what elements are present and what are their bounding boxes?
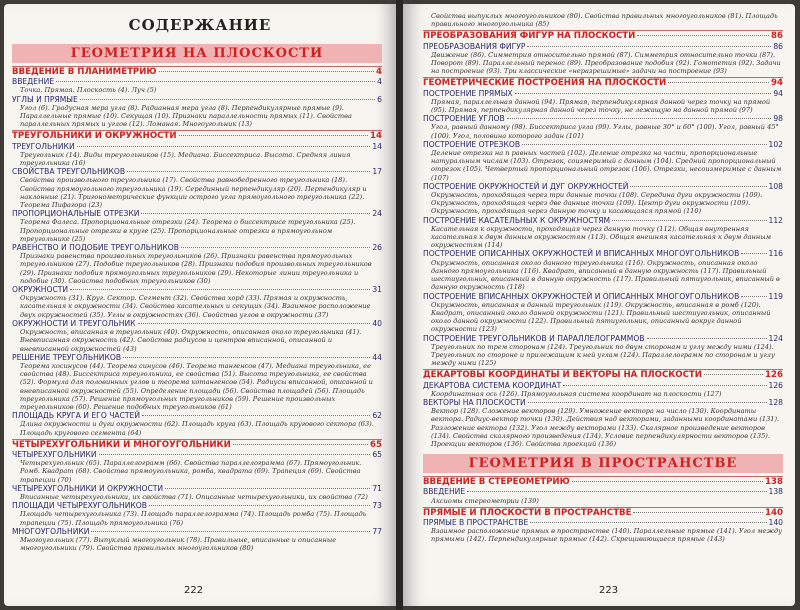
toc-entry-title: МНОГОУГОЛЬНИКИ [12,526,90,536]
toc-page-number: 44 [372,352,382,362]
right-page [403,4,795,606]
toc-page-number: 140 [768,517,783,527]
dot-leader [572,481,763,482]
toc-entry-title: УГЛЫ И ПРЯМЫЕ [12,94,78,104]
toc-chapter [423,369,783,380]
toc-entry-title: ВЕКТОРЫ НА ПЛОСКОСТИ [423,397,526,407]
toc-section [423,518,783,527]
dot-leader [99,454,371,455]
page-number-left: 222 [184,585,204,596]
toc-description: Треугольник по трем сторонам (124). Треугольник по двум сторонам и углу между ними (124). Треугольник по стороне и прилежащим к ней углам (124). Параллелограмм по сторонам и углу между ними (125) [431,342,775,368]
toc-page-number: 62 [372,411,382,421]
toc-page-number: 4 [376,67,382,77]
toc-page-number: 94 [771,78,783,89]
dot-leader [165,488,370,489]
toc-chapter [423,77,783,88]
toc-description: Окружность, вписанная в треугольник (40). Окружность, описанная около треугольника (41). Вневписанная окружность (42). Свойства радиусов и центров вписанной, описанной и вневписанной окружностей (43) [20,328,362,353]
toc-page-number: 98 [773,114,783,124]
toc-description: Длина окружности и дуги окружности (62). Площадь круга (63). Площадь кругового сектора (63). Площадь кругового сегмента (64) [20,420,374,437]
dot-leader [80,99,375,100]
dot-leader [515,93,772,94]
toc-description: Вектор (128). Сложение векторов (129). Умножение вектора на число (130). Координаты вектора. Радиус-вектор точки (130). Действия над векторами, заданными координатами (131). Разложение вектора (132). Угол между векторами (133). Скалярное произведение векторов (134). Свойства скалярного произведения (134). Условие перпендикулярности векторов (135). Проекции векторов (136). Свойства проекций (136) [431,407,780,448]
toc-entry-title: ДЕКАРТОВА СИСТЕМА КООРДИНАТ [423,380,562,390]
toc-page-number: 94 [773,88,783,98]
toc-entry-title: ПРЯМЫЕ В ПРОСТРАНСТВЕ [423,517,529,527]
dot-leader [647,338,767,339]
dot-leader [127,171,370,172]
toc-page-number: 86 [771,31,783,42]
toc-page-number: 24 [372,209,382,219]
toc-entry-title: ПОСТРОЕНИЕ КАСАТЕЛЬНЫХ К ОКРУЖНОСТЯМ [423,215,611,225]
toc-chapter [423,476,783,487]
toc-entry-title: ПОСТРОЕНИЕ ТРЕУГОЛЬНИКОВ И ПАРАЛЛЕЛОГРАММОВ [423,333,645,343]
toc-page-number: 126 [765,370,783,381]
toc-page-number: 65 [370,439,382,450]
toc-section [423,42,783,51]
toc-description: Четырехугольник (65). Параллелограмм (66). Свойства параллелограмма (67). Прямоугольник. Ромб. Квадрат (68). Свойства прямоугольника, ромба, квадрата (69). Трапеция (69). Свойства трапеции (70) [20,459,362,484]
toc-description: Деление отрезка на n равных частей (102). Деление отрезка на части, пропорциональные натуральным числам (103). Отрезок, соизмеримый с данным (104). Средний пропорциональный отрезок (105). Четвертый пропорциональный отрезок (106). Отрезки, несоизмеримые с данным (107) [431,149,782,182]
toc-page-number: 119 [768,291,783,301]
toc-description: Треугольник (14). Виды треугольников (15). Медиана. Биссектриса. Высота. Средняя линия треугольника (16) [20,150,351,168]
toc-description: Координатная ось (126). Прямоугольная система координат на плоскости (127) [431,389,722,398]
part-heading-space: ГЕОМЕТРИЯ В ПРОСТРАНСТВЕ [423,454,783,473]
toc-section [12,142,382,151]
toc-section [423,292,783,301]
toc-page-number: 40 [372,318,382,328]
toc-entry-title: ЧЕТЫРЕХУГОЛЬНИКИ И ОКРУЖНОСТИ [12,483,164,493]
toc-page-number: 102 [768,139,783,149]
toc-section [12,353,382,362]
toc-page-number: 73 [372,501,382,511]
dot-leader [91,531,370,532]
toc-section [423,89,783,98]
toc-entry-title: ВВЕДЕНИЕ В СТЕРЕОМЕТРИЮ [423,477,570,488]
toc-section [12,527,382,536]
page-number-right: 223 [599,585,619,596]
toc-section [423,216,783,225]
toc-entry-title: ПРОПОРЦИОНАЛЬНЫЕ ОТРЕЗКИ [12,209,140,219]
dot-leader [181,247,370,248]
toc-entry-title: ТРЕУГОЛЬНИКИ [12,141,75,151]
toc-section [12,411,382,420]
toc-page-number: 4 [377,77,382,87]
toc-description: Касательная к окружности, проходящая через данную точку (112). Общая внутренняя касательная к двум данным окружностям (113). Общая внешняя касательная к двум данным окружностям (114) [431,224,772,250]
toc-entry-title: ЧЕТЫРЕХУГОЛЬНИКИ [12,449,97,459]
part-heading-plane: ГЕОМЕТРИЯ НА ПЛОСКОСТИ [12,44,382,63]
toc-entry-title: ПОСТРОЕНИЕ ОКРУЖНОСТЕЙ И ДУГ ОКРУЖНОСТЕЙ [423,181,629,191]
toc-description: Окружность, проходящая через три данные точки (108). Середина дуги окружности (109). Окружность, проходящая через две данные точки (109). Центр дуги окружности (109). Окружность, проходящая через данную точку и касающаяся прямой (110) [431,191,763,216]
toc-entry-title: ПОСТРОЕНИЕ ВПИСАННЫХ ОКРУЖНОСТЕЙ И ОПИСАННЫХ МНОГОУГОЛЬНИКОВ [423,291,740,301]
toc-chapter [12,130,382,141]
toc-page-number: 71 [372,483,382,493]
toc-description: Движение (86). Симметрия относительно прямой (87). Симметрия относительно точки (87). Поворот (89). Параллельный перенос (89). Преобразование подобия (92). Гомотетия (92). Задачи на построение (93). Три классические «неразрешимые» задачи на построение (93) [431,50,781,76]
toc-description: Площадь четырехугольника (73). Площадь параллелограмма (74). Площадь ромба (75). Площадь трапеции (75). Площадь прямоугольника (76) [20,510,367,527]
dot-leader [70,289,370,290]
right-toc-column [423,12,783,544]
toc-page-number: 14 [370,131,382,142]
dot-leader [612,220,766,221]
toc-section [12,77,382,86]
toc-description: Прямая, параллельная данной (94). Прямая, перпендикулярная данной через точку на прямой (95). Прямая, перпендикулярная данной через точку, не лежащую на данной прямой (97) [431,97,771,115]
toc-entry-title: ВВЕДЕНИЕ [12,77,55,87]
toc-section [423,140,783,149]
dot-leader [138,323,371,324]
toc-chapter [423,507,783,518]
toc-section [423,114,783,123]
toc-section [12,484,382,493]
dot-leader [56,81,375,82]
toc-page-number: 112 [768,215,783,225]
toc-entry-title: ОКРУЖНОСТИ И ТРЕУГОЛЬНИК [12,318,136,328]
toc-section [12,243,382,252]
toc-section [423,381,783,390]
toc-section [12,319,382,328]
toc-page-number: 17 [372,167,382,177]
dot-leader [530,522,766,523]
dot-leader [149,505,370,506]
toc-chapter [423,30,783,41]
toc-entry-title: ВВЕДЕНИЕ [423,487,466,497]
toc-page-number: 126 [768,380,783,390]
toc-description: Окружность (31). Круг. Сектор. Сегмент (32). Свойства хорд (33). Прямая и окружность, касательная к окружности (34). Свойства касательных и секущих (34). Взаимное расположение двух окружностей (35). Углы в окружностях (36). Свойства углов в окружности (37) [20,294,371,319]
toc-entry-title: ГЕОМЕТРИЧЕСКИЕ ПОСТРОЕНИЯ НА ПЛОСКОСТИ [423,78,667,89]
toc-description: Теорема косинусов (44). Теорема синусов (46). Теорема тангенсов (47). Медиана треугольника, ее свойства (48). Биссектриса треугольника, ее свойства (51). Высота треугольника, ее свойства (52). Формула для половинных углов и теорема котангенсов (54). Радиусы вписанной, описанной и вневписанной окружностей (55). Определение площади (56). Свойства площадей (56). Площадь треугольника (57). Решение прямоугольных треугольников (59). Решение произвольных треугольников (60). Решение подобных треугольников (61) [20,361,373,411]
dot-leader [507,118,772,119]
toc-description: Окружность, описанная около данного треугольника (116). Окружность, описанная около данного прямоугольника (116). Квадрат, вписанный в данную окружность (117). Правильный шестиугольник, вписанный в данную окружность (117). Правильный пятиугольник, вписанный в данную окружность (118) [431,258,780,292]
toc-entry-title: ПРЯМЫЕ И ПЛОСКОСТИ В ПРОСТРАНСТВЕ [423,507,632,518]
book-spine [396,0,403,610]
toc-description: Взаимное расположение прямых в пространстве (140). Параллельные прямые (141). Угол между прямыми (142). Перпендикулярные прямые (142). Скрещивающиеся прямые (143) [431,527,783,544]
toc-entry-title: ДЕКАРТОВЫ КООРДИНАТЫ И ВЕКТОРЫ НА ПЛОСКОСТИ [423,370,702,381]
dot-leader [741,296,766,297]
dot-leader [630,186,766,187]
dot-leader [233,444,368,445]
toc-entry-title: ПЛОЩАДЬ КРУГА И ЕГО ЧАСТЕЙ [12,411,141,421]
dot-leader [159,71,375,72]
dot-leader [141,213,370,214]
toc-entry-title: ПРЕОБРАЗОВАНИЯ ФИГУР [423,41,526,51]
toc-section [423,249,783,258]
toc-description: Окружность, вписанная в данный треугольник (119). Окружность, вписанная в ромб (120). Квадрат, описанный около данной окружности (121). Правильный шестиугольник, описанный около данной окружности (122). Правильный пятиугольник, описанный вокруг данной окружности (123) [431,300,771,334]
toc-entry-title: ПОСТРОЕНИЕ ОПИСАННЫХ ОКРУЖНОСТЕЙ И ВПИСАННЫХ МНОГОУГОЛЬНИКОВ [423,249,740,259]
toc-page-number: 138 [765,477,783,488]
dot-leader [527,46,771,47]
dot-leader [528,402,767,403]
toc-entry-title: ВВЕДЕНИЕ В ПЛАНИМЕТРИЮ [12,67,157,77]
toc-entry-title: ПОСТРОЕНИЕ ПРЯМЫХ [423,88,513,98]
dot-leader [142,415,370,416]
toc-entry-title: ТРЕУГОЛЬНИКИ И ОКРУЖНОСТИ [12,131,177,142]
toc-section [423,334,783,343]
left-toc-column [12,42,382,552]
dot-leader [668,82,769,83]
dot-leader [563,385,766,386]
toc-page-number: 128 [768,397,783,407]
toc-page-number: 31 [372,285,382,295]
toc-entry-title: СВОЙСТВА ТРЕУГОЛЬНИКОВ [12,167,126,177]
toc-page-number: 77 [372,526,382,536]
toc-section [12,285,382,294]
toc-section [12,167,382,176]
toc-entry-title: ПОСТРОЕНИЕ ОТРЕЗКОВ [423,139,521,149]
toc-chapter [12,66,382,77]
dot-leader [179,135,368,136]
toc-page-number: 14 [372,141,382,151]
toc-page-number: 116 [768,249,783,259]
toc-section [423,487,783,496]
dot-leader [123,357,370,358]
dot-leader [637,35,769,36]
toc-page-number: 26 [372,243,382,253]
dot-leader [467,491,766,492]
toc-entry-title: ОКРУЖНОСТИ [12,285,69,295]
toc-page-number: 108 [768,181,783,191]
toc-description: Точка. Прямая. Плоскость (4). Луч (5) [20,86,157,95]
toc-page-number: 86 [773,41,783,51]
toc-page-number: 124 [768,333,783,343]
toc-description: Многоугольник (77). Выпуклый многоугольник (78). Правильные, вписанные и описанные многоугольники (79). Свойства правильных многоугольников (80) [20,535,337,553]
toc-page-number: 65 [372,449,382,459]
dot-leader [77,146,371,147]
toc-description: Вписанные четырехугольники, их свойства (71). Описанные четырехугольники, их свойства (72) [20,492,368,501]
dot-leader [522,144,766,145]
toc-section [12,209,382,218]
left-page [4,4,396,606]
toc-section [12,95,382,104]
toc-section [423,398,783,407]
toc-entry-title: ПЛОЩАДИ ЧЕТЫРЕХУГОЛЬНИКОВ [12,501,147,511]
toc-description: Угол, равный данному (98). Биссектриса угла (99). Углы, равные 30° и 60° (100). Угол, равный 45° (100). Угол, половина которого задан (101) [431,123,779,140]
dot-leader [741,253,766,254]
toc-entry-title: ЧЕТЫРЕХУГОЛЬНИКИ И МНОГОУГОЛЬНИКИ [12,439,231,450]
toc-description: Теорема Фалеса. Пропорциональные отрезки (24). Теорема о биссектрисе треугольника (25). Пропорциональные отрезки в круге (25). Пропорциональные отрезки в прямоугольном треугольнике (25) [20,218,356,243]
toc-description: Признаки равенства произвольных треугольников (26). Признаки равенства прямоугольных треугольников (27). Подобие треугольников (28). Признаки подобия произвольных треугольников (29). Признаки подобия прямоугольных треугольников (29). Некоторые линии треугольника и подобие (30). Свойства подобных треугольников (30) [20,252,372,285]
contents-title: СОДЕРЖАНИЕ [128,16,272,34]
toc-page-number: 140 [765,507,783,518]
toc-chapter [12,439,382,450]
toc-entry-title: РАВЕНСТВО И ПОДОБИЕ ТРЕУГОЛЬНИКОВ [12,243,179,253]
dot-leader [633,512,763,513]
dot-leader [704,374,763,375]
toc-description: Свойства произвольного треугольника (17). Свойства равнобедренного треугольника (18). Свойства прямоугольного треугольника (19). Серединный перпендикуляр (20). Перпендикуляр и наклонные (21). Тригонометрические функции острого угла прямоугольного треугольника (22). Теорема Пифагора (23) [20,176,367,210]
toc-section [12,450,382,459]
toc-page-number: 138 [768,487,783,497]
toc-entry-title: РЕШЕНИЕ ТРЕУГОЛЬНИКОВ [12,352,122,362]
toc-description: Свойства выпуклых многоугольников (80). Свойства правильных многоугольников (81). Площадь правильного многоугольника (85) [431,12,778,29]
toc-page-number: 6 [377,94,382,104]
toc-entry-title: ПРЕОБРАЗОВАНИЯ ФИГУР НА ПЛОСКОСТИ [423,31,636,42]
toc-section [423,182,783,191]
toc-entry-title: ПОСТРОЕНИЕ УГЛОВ [423,114,505,124]
toc-description: Угол (6). Градусная мера угла (8). Радианная мера угла (8). Перпендикулярные прямые (9). Параллельные прямые (10). Секущая (10). Признаки параллельности прямых (11). Свойства параллельных прямых и углов (12). Ломаная. Многоугольник (13) [20,103,352,129]
toc-section [12,501,382,510]
toc-description: Аксиомы стереометрии (139) [431,496,539,505]
